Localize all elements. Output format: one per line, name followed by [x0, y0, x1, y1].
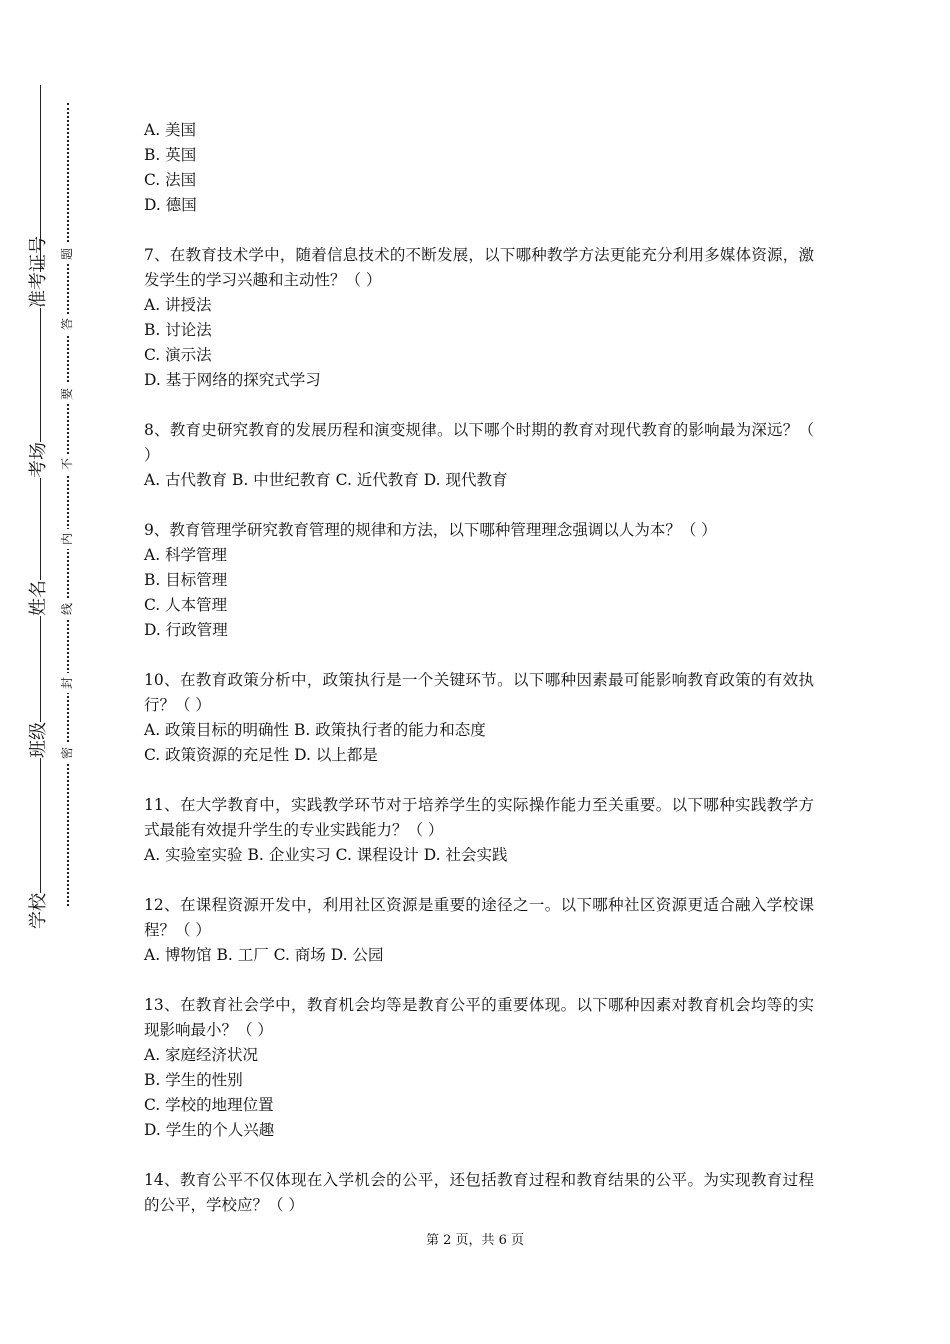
seal-char: 线 [57, 599, 77, 619]
seal-char: 不 [57, 454, 77, 474]
name-label: 姓名 [21, 580, 57, 616]
school-label: 学校 [21, 893, 57, 929]
question-stem: 7、在教育技术学中，随着信息技术的不断发展，以下哪种教学方法更能充分利用多媒体资源，激发学生的学习兴趣和主动性？（ ） [144, 246, 814, 289]
question-8 [144, 418, 814, 493]
question-list [144, 118, 814, 1243]
option-line: A. 实验室实验 B. 企业实习 C. 课程设计 D. 社会实践 [144, 846, 508, 864]
question-11 [144, 793, 814, 868]
question-10 [144, 668, 814, 768]
option-line: A. 古代教育 B. 中世纪教育 C. 近代教育 D. 现代教育 [144, 471, 508, 489]
option-line: B. 讨论法 [144, 321, 212, 339]
option-line: A. 讲授法 [144, 296, 212, 314]
seal-char: 答 [57, 314, 77, 334]
question-6-continued [144, 118, 814, 218]
option-line: C. 学校的地理位置 [144, 1096, 274, 1114]
question-9 [144, 518, 814, 643]
page-number: 第 2 页，共 6 页 [425, 1233, 525, 1248]
option-line: B. 学生的性别 [144, 1071, 243, 1089]
question-stem: 10、在教育政策分析中，政策执行是一个关键环节。以下哪种因素最可能影响教育政策的有效执行？（ ） [144, 671, 814, 714]
question-stem: 12、在课程资源开发中，利用社区资源是重要的途径之一。以下哪种社区资源更适合融入学校课程？（ ） [144, 896, 814, 939]
option-line: A. 科学管理 [144, 546, 228, 564]
question-stem: 9、教育管理学研究教育管理的规律和方法，以下哪种管理理念强调以人为本？（ ） [144, 521, 717, 539]
question-stem: 11、在大学教育中，实践教学环节对于培养学生的实际操作能力至关重要。以下哪种实践教学方式最能有效提升学生的专业实践能力？（ ） [144, 796, 814, 839]
question-stem: 8、教育史研究教育的发展历程和演变规律。以下哪个时期的教育对现代教育的影响最为深远？（ ） [144, 421, 814, 464]
option-line: B. 目标管理 [144, 571, 228, 589]
option-line: C. 法国 [144, 171, 197, 189]
seal-char: 封 [57, 673, 77, 693]
option-line: D. 学生的个人兴趣 [144, 1121, 275, 1139]
exam-room-label: 考场 [21, 442, 57, 478]
question-stem: 14、教育公平不仅体现在入学机会的公平，还包括教育过程和教育结果的公平。为实现教育过程的公平，学校应？（ ） [144, 1171, 814, 1214]
seal-dotted-line [67, 103, 69, 906]
option-line: B. 英国 [144, 146, 197, 164]
option-line: A. 博物馆 B. 工厂 C. 商场 D. 公园 [144, 946, 384, 964]
option-line: A. 家庭经济状况 [144, 1046, 259, 1064]
binding-margin [0, 0, 80, 1344]
seal-char: 内 [57, 529, 77, 549]
class-label: 班级 [21, 722, 57, 758]
seal-char: 要 [57, 384, 77, 404]
question-12 [144, 893, 814, 968]
option-line: C. 演示法 [144, 346, 212, 364]
option-line: A. 美国 [144, 121, 197, 139]
option-line: D. 基于网络的探究式学习 [144, 371, 321, 389]
option-line: C. 政策资源的充足性 D. 以上都是 [144, 746, 378, 764]
binding-solid-line [40, 85, 41, 920]
question-stem: 13、在教育社会学中，教育机会均等是教育公平的重要体现。以下哪种因素对教育机会均等的实现影响最小？（ ） [144, 996, 814, 1039]
question-7 [144, 243, 814, 393]
option-line: A. 政策目标的明确性 B. 政策执行者的能力和态度 [144, 721, 486, 739]
option-line: D. 行政管理 [144, 621, 228, 639]
question-14 [144, 1168, 814, 1218]
question-13 [144, 993, 814, 1143]
seal-char: 题 [57, 244, 77, 264]
option-line: D. 德国 [144, 196, 197, 214]
option-line: C. 人本管理 [144, 596, 228, 614]
seal-char: 密 [57, 743, 77, 763]
exam-number-label: 准考证号 [21, 272, 57, 308]
